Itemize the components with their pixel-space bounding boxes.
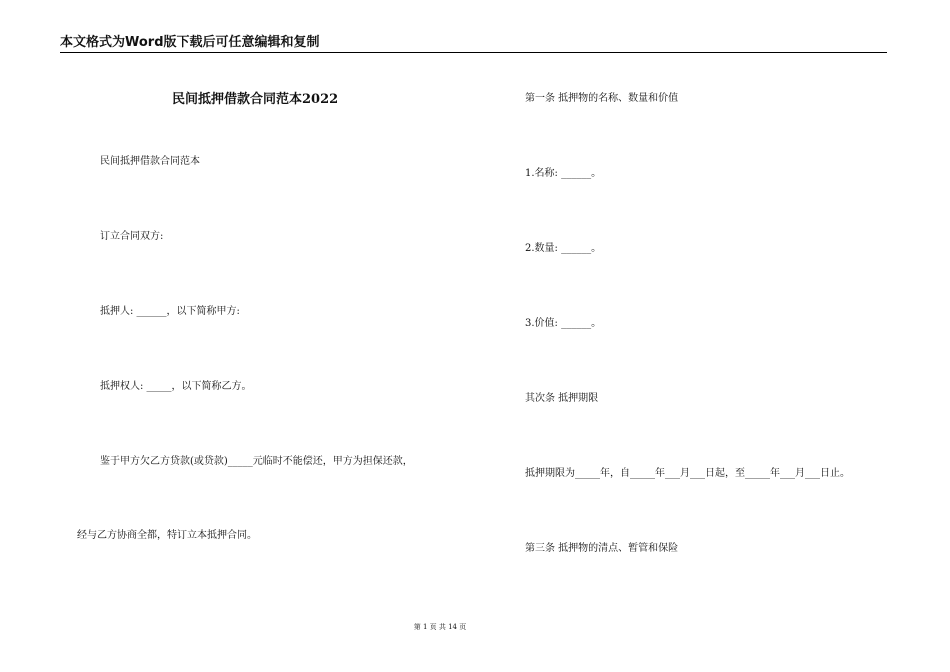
left-paragraph-2: 订立合同双方:: [100, 231, 164, 242]
right-paragraph-3: 2.数量: ______。: [525, 243, 602, 254]
document-title: 民间抵押借款合同范本2022: [172, 92, 339, 107]
right-paragraph-5: 其次条 抵押期限: [525, 393, 599, 404]
header-text: 本文格式为Word版下载后可任意编辑和复制: [60, 35, 320, 50]
left-paragraph-1: 民间抵押借款合同范本: [100, 156, 200, 167]
right-paragraph-2: 1.名称: ______。: [525, 168, 602, 179]
left-paragraph-3: 抵押人: ______，以下简称甲方:: [100, 306, 240, 317]
page-header: [60, 34, 887, 53]
left-paragraph-4: 抵押权人: _____，以下简称乙方。: [100, 381, 252, 392]
right-paragraph-1: 第一条 抵押物的名称、数量和价值: [525, 93, 679, 104]
right-paragraph-6: 抵押期限为_____年，自_____年___月___日起，至_____年___月___日止。: [525, 468, 850, 479]
right-paragraph-7: 第三条 抵押物的清点、暂管和保险: [525, 543, 679, 554]
right-paragraph-4: 3.价值: ______。: [525, 318, 602, 329]
left-paragraph-6: 经与乙方协商全都，特订立本抵押合同。: [77, 530, 257, 541]
left-paragraph-5: 鉴于甲方欠乙方贷款(或贷款)_____元临时不能偿还，甲方为担保还款，: [100, 456, 413, 467]
page-footer: 第 1 页 共 14 页: [413, 623, 467, 631]
